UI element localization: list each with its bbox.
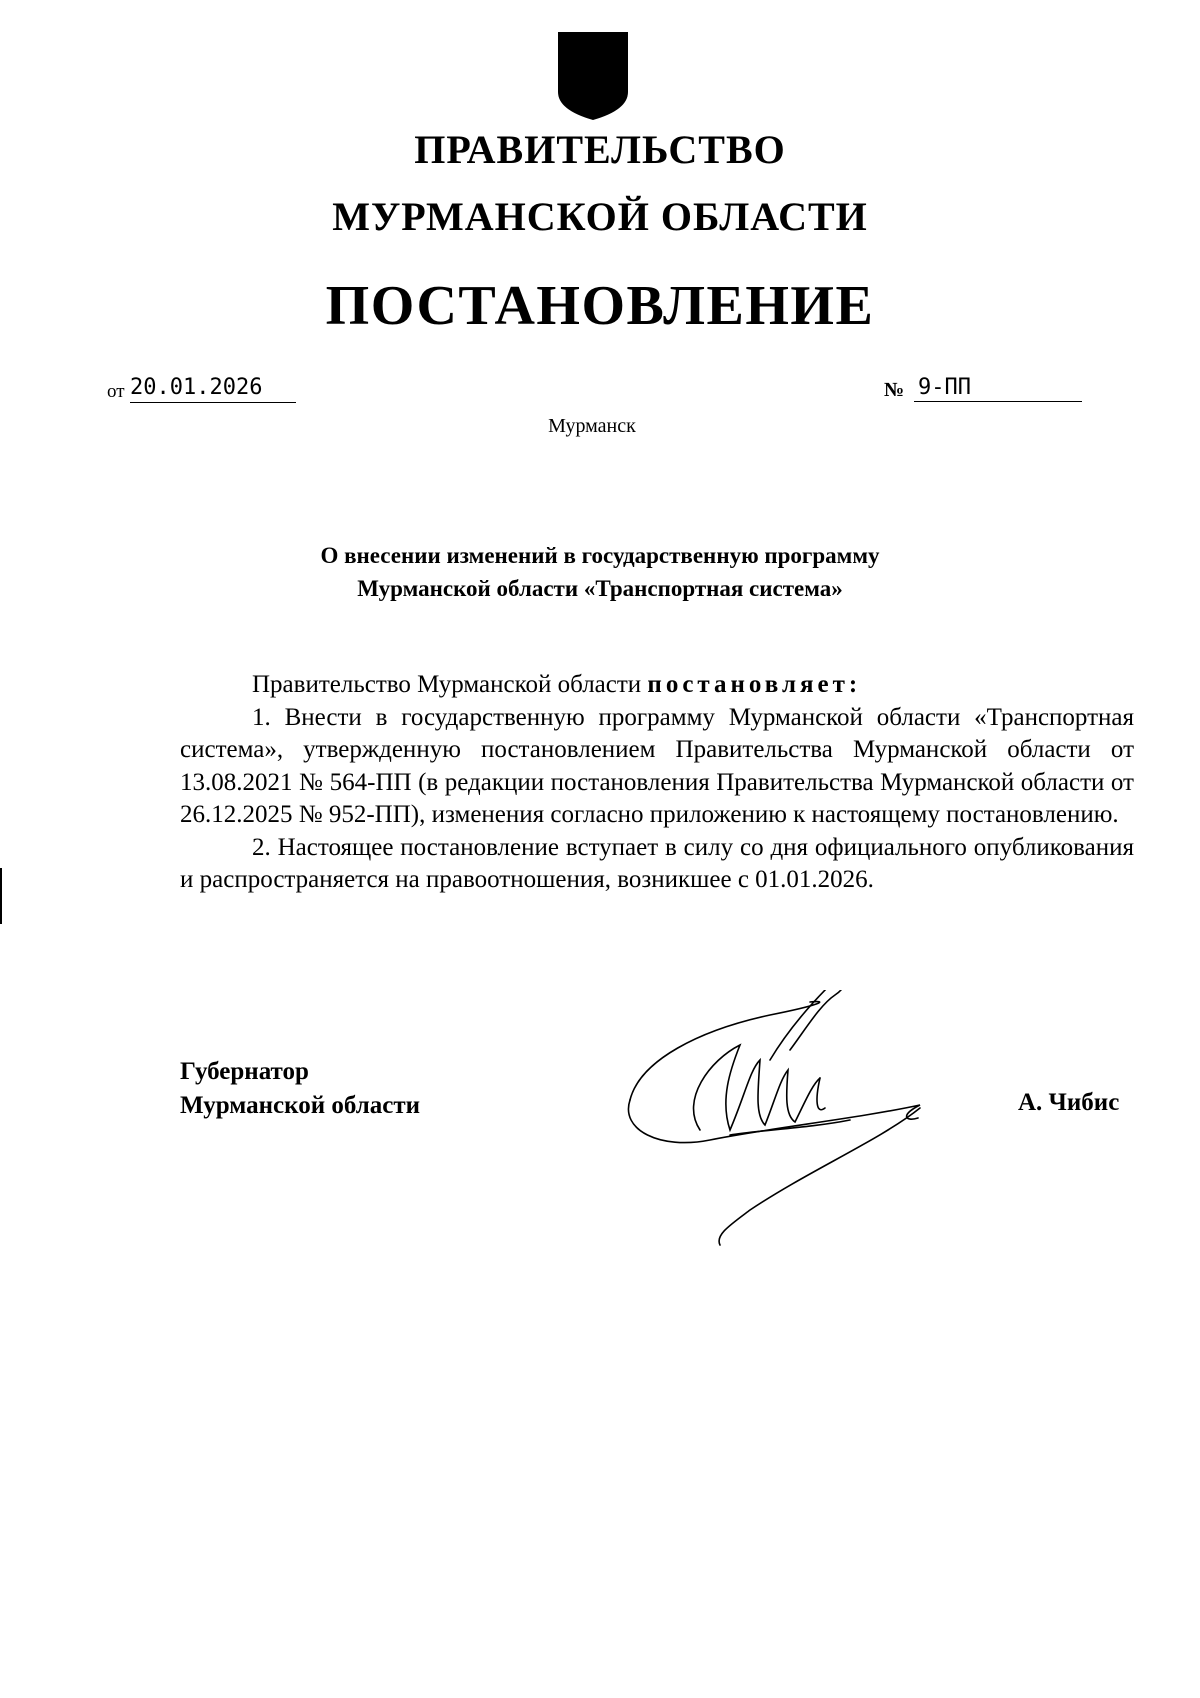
paragraph-1: 1. Внести в государственную программу Мурманской области «Транспортная система», утвержденную постановлением Правительства Мурманской области от 13.08.2021 № 564-ПП (в редакции постановления Правительства Мурманской области от 26.12.2025 № 952-ПП), изменения согласно приложению к настоящему постановлению.: [180, 703, 1134, 828]
number-label: №: [884, 379, 905, 401]
document-type-title: ПОСТАНОВЛЕНИЕ: [325, 275, 875, 337]
document-date: 20.01.2026: [130, 374, 296, 403]
paragraph-2: 2. Настоящее постановление вступает в силу со дня официального опубликования и распространяется на правоотношения, возникшее с 01.01.2026.: [180, 833, 1134, 893]
signer-name: А. Чибис: [1018, 1089, 1120, 1116]
org-name-line1: ПРАВИТЕЛЬСТВО: [414, 127, 786, 172]
date-label: от: [107, 381, 125, 402]
signer-position: [180, 1055, 420, 1123]
org-name-line2: МУРМАНСКОЙ ОБЛАСТИ: [332, 194, 868, 239]
handwritten-signature: [620, 990, 940, 1250]
subject-line2: Мурманской области «Транспортная система»: [357, 576, 843, 601]
city-name: Мурманск: [548, 415, 636, 437]
coat-of-arms-icon: [556, 30, 630, 122]
preamble-text: Правительство Мурманской области: [252, 671, 642, 698]
scan-margin-mark: [0, 868, 2, 924]
document-subject: [0, 539, 1200, 605]
preamble: [180, 669, 1134, 702]
preamble-verb: постановляет:: [647, 671, 862, 698]
signer-position-line2: Мурманской области: [180, 1092, 421, 1119]
subject-line1: О внесении изменений в государственную программу: [320, 543, 880, 568]
signer-position-line1: Губернатор: [180, 1058, 309, 1085]
document-number: 9-ПП: [914, 374, 1082, 402]
document-body: [180, 669, 1134, 897]
